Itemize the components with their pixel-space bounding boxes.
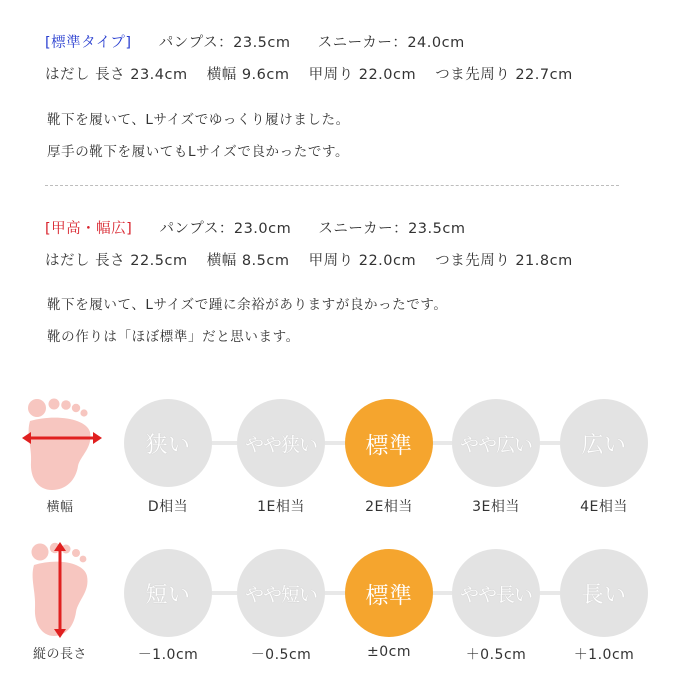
standard-note-2: 厚手の靴下を履いてもLサイズで良かったです。 — [47, 144, 350, 160]
width-option-slightly-wide — [452, 399, 540, 487]
wide-note-2: 靴の作りは「ほぼ標準」だと思います。 — [47, 329, 300, 345]
wide-width: 横幅 8.5cm — [206, 253, 290, 269]
standard-instep: 甲周り 22.0cm — [308, 67, 417, 83]
width-sub-label: D相当 — [147, 499, 189, 515]
standard-measure-line — [45, 63, 573, 84]
width-icon-label: 横幅 — [46, 500, 74, 515]
wide-pumps-size: パンプス：23.0cm — [159, 221, 292, 237]
standard-barefoot-length: はだし 長さ 23.4cm — [45, 67, 188, 83]
length-icon-label: 縦の長さ — [32, 647, 87, 662]
wide-note-1: 靴下を履いて、Lサイズで踵に余裕がありますが良かったです。 — [47, 297, 448, 313]
width-sub-label: 4E相当 — [580, 499, 628, 515]
length-sub-label: －1.0cm — [137, 647, 199, 663]
section-divider — [45, 185, 619, 186]
foot-width-icon — [20, 396, 104, 492]
standard-note-1: 靴下を履いて、Lサイズでゆっくり履けました。 — [47, 112, 350, 128]
width-option-slightly-narrow — [237, 399, 325, 487]
length-option-slightly-short — [237, 549, 325, 637]
length-option-long — [560, 549, 648, 637]
width-option-label: 標準 — [365, 432, 413, 459]
length-option-short — [124, 549, 212, 637]
width-option-standard — [345, 399, 433, 487]
foot-length-icon — [26, 540, 98, 640]
width-sub-label: 1E相当 — [257, 499, 305, 515]
standard-toe-girth: つま先周り 22.7cm — [435, 67, 573, 83]
standard-size-line — [45, 31, 465, 52]
width-sub-label: 3E相当 — [472, 499, 520, 515]
length-option-label: やや長い — [459, 583, 532, 606]
standard-pumps-size: パンプス：23.5cm — [158, 35, 291, 51]
length-option-label: 長い — [581, 582, 627, 608]
length-sub-label: ±0cm — [367, 644, 411, 660]
width-option-narrow — [124, 399, 212, 487]
length-sub-label: ＋1.0cm — [573, 647, 635, 663]
standard-sneaker-size: スニーカー：24.0cm — [317, 35, 465, 51]
width-option-wide — [560, 399, 648, 487]
standard-type-tag: [標準タイプ] — [45, 35, 132, 51]
standard-width: 横幅 9.6cm — [206, 67, 290, 83]
wide-measure-line — [45, 249, 573, 270]
length-option-slightly-long — [452, 549, 540, 637]
wide-type-tag: [甲高・幅広] — [45, 221, 133, 237]
width-option-label: 狭い — [145, 432, 191, 458]
length-option-label: 短い — [145, 582, 191, 608]
wide-toe-girth: つま先周り 21.8cm — [435, 253, 573, 269]
length-sub-label: －0.5cm — [250, 647, 312, 663]
wide-sneaker-size: スニーカー：23.5cm — [318, 221, 466, 237]
width-option-label: やや狭い — [244, 433, 317, 456]
wide-size-line — [45, 217, 465, 238]
length-option-standard — [345, 549, 433, 637]
wide-barefoot-length: はだし 長さ 22.5cm — [45, 253, 188, 269]
width-sub-label: 2E相当 — [365, 499, 413, 515]
width-option-label: やや広い — [459, 433, 532, 456]
wide-instep: 甲周り 22.0cm — [308, 253, 417, 269]
length-sub-label: ＋0.5cm — [465, 647, 527, 663]
length-option-label: やや短い — [244, 583, 317, 606]
width-option-label: 広い — [581, 432, 627, 458]
length-option-label: 標準 — [365, 582, 413, 609]
